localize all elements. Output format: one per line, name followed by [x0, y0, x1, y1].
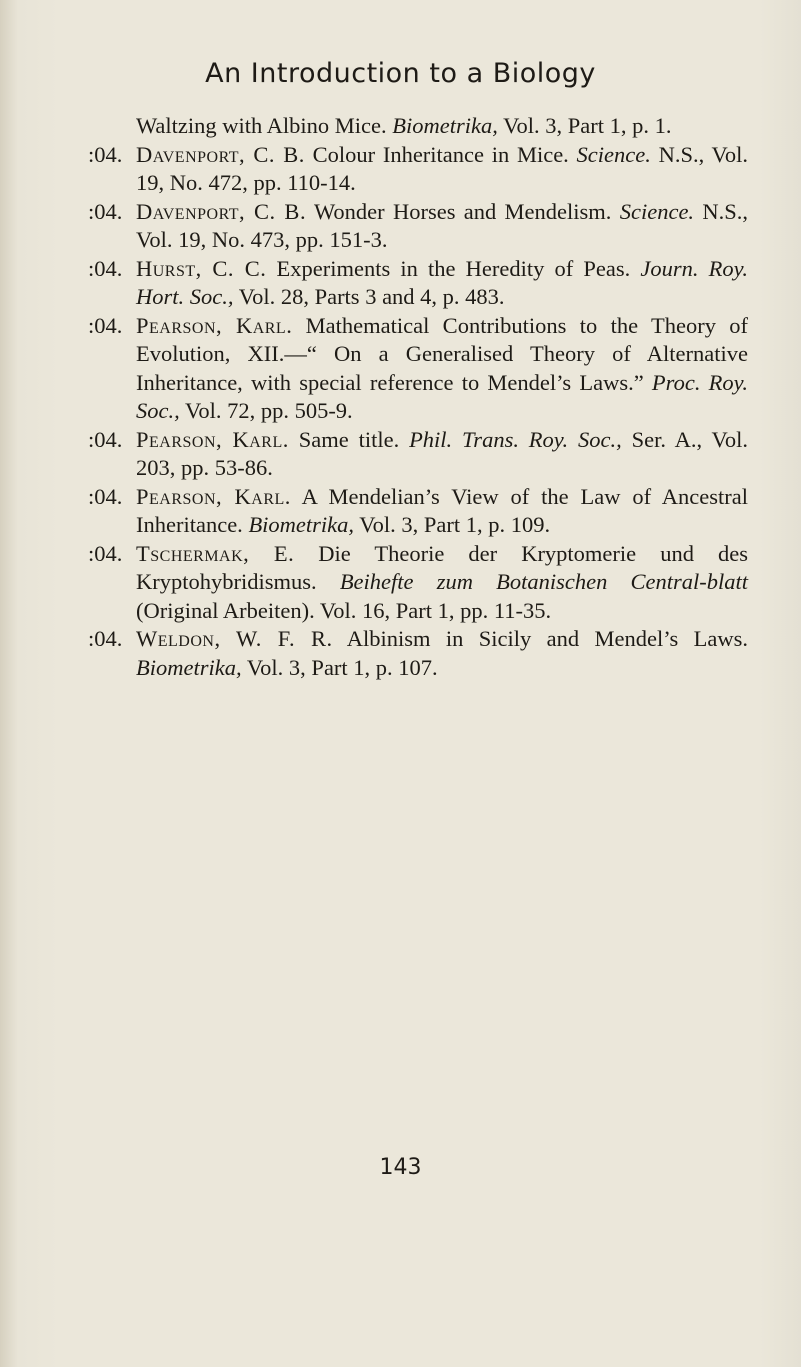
entry-journal: Proc. Roy. Soc., [136, 369, 749, 423]
entry-details: Vol. 28, Parts 3 and 4, p. 483. [238, 284, 505, 309]
entry-year: :04. [88, 426, 123, 452]
entry-author: Pearson, Karl. [136, 426, 289, 452]
entry-journal: Biometrika, [136, 654, 242, 680]
entry-author: Pearson, Karl. [136, 483, 291, 509]
entry-year: :04. [88, 540, 123, 566]
entry-year: :04. [88, 141, 123, 167]
bibliography-entry [88, 198, 748, 255]
entry-title: Die Theorie der Kryptomerie und des Kryptohybridismus. [136, 540, 748, 594]
bibliography-list [88, 112, 748, 682]
entry-details: Ser. A., Vol. 203, pp. 53-86. [136, 426, 749, 480]
entry-title: Albinism in Sicily and Mendel’s Laws. [346, 626, 748, 651]
bibliography-entry [88, 625, 748, 682]
running-head: An Introduction to a Biology [205, 58, 596, 89]
bibliography-entry [88, 312, 748, 426]
bibliography-entry [88, 540, 748, 626]
entry-journal: Beihefte zum Botanischen Central-blatt [339, 569, 749, 594]
entry-author: Tschermak, E. [136, 540, 295, 566]
page-number: 143 [379, 1155, 422, 1180]
entry-title: Experiments in the Heredity of Peas. [276, 255, 631, 281]
entry-title: Waltzing with Albino Mice. [136, 113, 387, 138]
entry-year: :04. [88, 626, 123, 651]
entry-journal: Science. [576, 141, 651, 167]
entry-journal: Journ. Roy. Hort. Soc., [136, 255, 749, 309]
entry-title: Mathematical Contributions to the Theory of Evolution, XII.—“ On a Generalised Theory of Alternative Inheritance, with special reference to Mendel’s Laws.” [136, 312, 748, 395]
entry-year: :04. [88, 255, 123, 281]
entry-details: Vol. 3, Part 1, p. 109. [359, 512, 551, 537]
entry-details: Vol. 72, pp. 505-9. [184, 398, 353, 423]
entry-journal: Phil. Trans. Roy. Soc., [409, 426, 622, 452]
entry-author: Davenport, C. B. [136, 141, 305, 167]
entry-journal: Biometrika, [248, 512, 355, 537]
entry-journal: Science. [619, 198, 695, 224]
bibliography-entry [88, 255, 748, 312]
bibliography-entry [88, 112, 748, 141]
bibliography-entry [88, 141, 748, 198]
entry-details: Vol. 3, Part 1, p. 107. [246, 654, 438, 680]
entry-details: (Original Arbeiten). Vol. 16, Part 1, pp. 11-35. [136, 597, 552, 623]
entry-title: A Mendelian’s View of the Law of Ancestral Inheritance. [136, 483, 748, 537]
bibliography-entry [88, 426, 748, 483]
entry-title: Wonder Horses and Mendelism. [313, 198, 612, 224]
entry-details: N.S., Vol. 19, No. 473, pp. 151-3. [136, 198, 749, 252]
entry-title: Colour Inheritance in Mice. [312, 141, 569, 167]
entry-details: N.S., Vol. 19, No. 472, pp. 110-14. [136, 141, 749, 195]
entry-author: Hurst, C. C. [136, 255, 267, 281]
entry-year: :04. [88, 198, 123, 224]
entry-author: Davenport, C. B. [136, 198, 307, 224]
entry-details: Vol. 3, Part 1, p. 1. [503, 113, 672, 138]
entry-author: Weldon, W. F. R. [136, 626, 333, 651]
entry-author: Pearson, Karl. [136, 312, 293, 338]
bibliography-entry [88, 483, 748, 540]
entry-journal: Biometrika, [392, 113, 498, 138]
entry-year: :04. [88, 312, 123, 338]
entry-year: :04. [88, 483, 123, 509]
entry-title: Same title. [298, 426, 400, 452]
